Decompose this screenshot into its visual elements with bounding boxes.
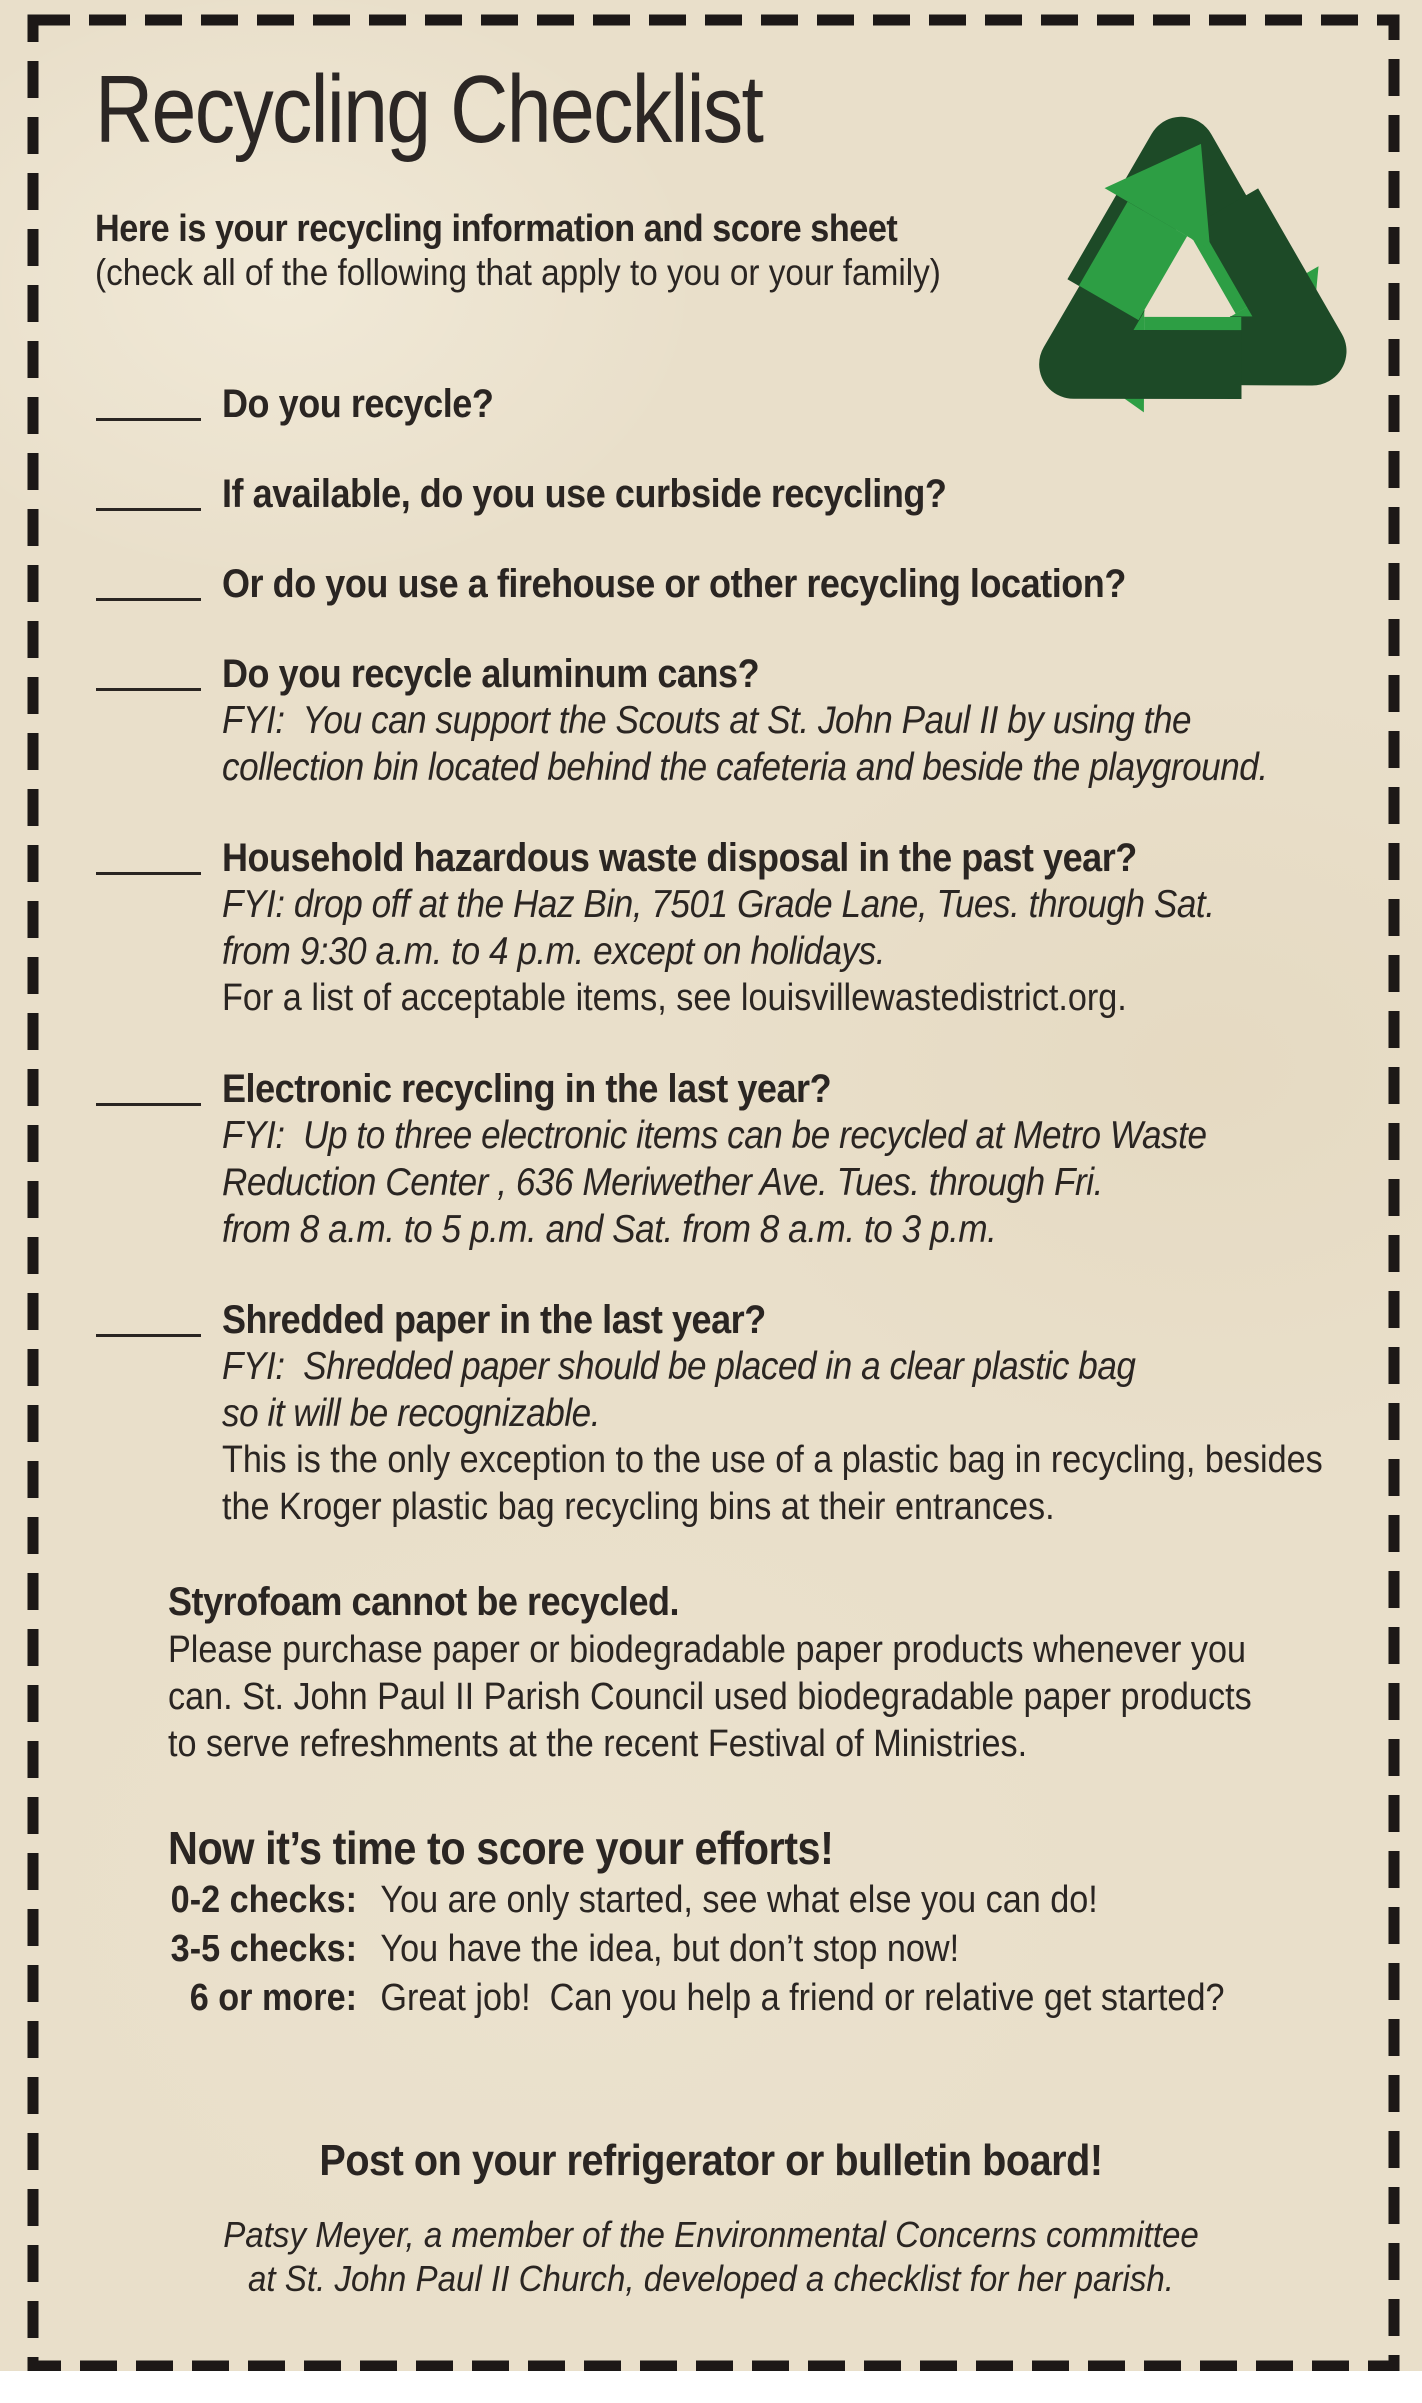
score-row (168, 1974, 1297, 2023)
question: Or do you use a firehouse or other recycling location? (222, 561, 1126, 606)
score-row (168, 1925, 1297, 1974)
fyi-line: Reduction Center , 636 Meriwether Ave. Tues. through Fri. (222, 1160, 1103, 1204)
question: If available, do you use curbside recycling? (222, 471, 947, 516)
checklist-item (96, 651, 1422, 791)
question: Do you recycle? (222, 381, 494, 426)
fyi-line: FYI: You can support the Scouts at St. John Paul II by using the (222, 698, 1192, 742)
styrofoam-line: to serve refreshments at the recent Festival of Ministries. (168, 1722, 1028, 1765)
score-text: Great job! Can you help a friend or relative get started? (380, 1976, 1225, 2019)
check-blank[interactable] (96, 1072, 201, 1106)
fyi-line: so it will be recognizable. (222, 1391, 601, 1435)
fyi-line: collection bin located behind the cafeteria and beside the playground. (222, 745, 1268, 789)
fyi-line: FYI: Up to three electronic items can be recycled at Metro Waste (222, 1113, 1207, 1157)
question: Electronic recycling in the last year? (222, 1066, 832, 1111)
check-blank[interactable] (96, 477, 201, 511)
score-label: 6 or more: (189, 1976, 357, 2019)
styrofoam-section (168, 1577, 1422, 1768)
checklist-item (96, 381, 1422, 427)
credit-line: Patsy Meyer, a member of the Environmental Concerns committee (223, 2213, 1199, 2255)
checklist-item (96, 561, 1422, 607)
styrofoam-heading: Styrofoam cannot be recycled. (168, 1579, 680, 1624)
scoring-section (168, 1820, 1422, 2023)
intro-heading: Here is your recycling information and score sheet (95, 207, 898, 250)
credit-line: at St. John Paul II Church, developed a checklist for her parish. (247, 2257, 1175, 2299)
question: Shredded paper in the last year? (222, 1297, 766, 1342)
score-label: 0-2 checks: (170, 1878, 357, 1921)
fyi-line: from 9:30 a.m. to 4 p.m. except on holidays. (222, 929, 886, 973)
check-blank[interactable] (96, 1303, 201, 1337)
score-label: 3-5 checks: (170, 1927, 357, 1970)
question: Do you recycle aluminum cans? (222, 651, 760, 696)
score-text: You have the idea, but don’t stop now! (380, 1927, 960, 1970)
check-blank[interactable] (96, 387, 201, 421)
checklist (95, 381, 1422, 1531)
checklist-item (96, 471, 1422, 517)
scoring-heading: Now it’s time to score your efforts! (168, 1821, 834, 1874)
checklist-item (96, 1297, 1422, 1531)
styrofoam-line: Please purchase paper or biodegradable paper products whenever you (168, 1628, 1247, 1671)
post-instruction: Post on your refrigerator or bulletin board! (319, 2135, 1103, 2185)
score-row (168, 1876, 1297, 1925)
fyi-line: the Kroger plastic bag recycling bins at their entrances. (222, 1485, 1055, 1528)
page-title: Recycling Checklist (95, 56, 763, 163)
checklist-item (96, 835, 1422, 1022)
check-blank[interactable] (96, 567, 201, 601)
credit (0, 2213, 1422, 2301)
check-blank[interactable] (96, 841, 201, 875)
fyi-line: from 8 a.m. to 5 p.m. and Sat. from 8 a.m. to 3 p.m. (222, 1207, 997, 1251)
question: Household hazardous waste disposal in the past year? (222, 835, 1137, 880)
check-blank[interactable] (96, 657, 201, 691)
fyi-line: FYI: drop off at the Haz Bin, 7501 Grade Lane, Tues. through Sat. (222, 882, 1215, 926)
fyi-line: For a list of acceptable items, see louisvillewastedistrict.org. (222, 976, 1127, 1019)
checklist-item (96, 1066, 1422, 1253)
score-text: You are only started, see what else you can do! (380, 1878, 1098, 1921)
styrofoam-line: can. St. John Paul II Parish Council used biodegradable paper products (168, 1675, 1252, 1718)
footer (0, 2135, 1422, 2301)
fyi-line: This is the only exception to the use of a plastic bag in recycling, besides (222, 1438, 1323, 1481)
intro-note: (check all of the following that apply to you or your family) (95, 251, 941, 293)
fyi-line: FYI: Shredded paper should be placed in a clear plastic bag (222, 1344, 1136, 1388)
flyer-content (0, 56, 1422, 2301)
